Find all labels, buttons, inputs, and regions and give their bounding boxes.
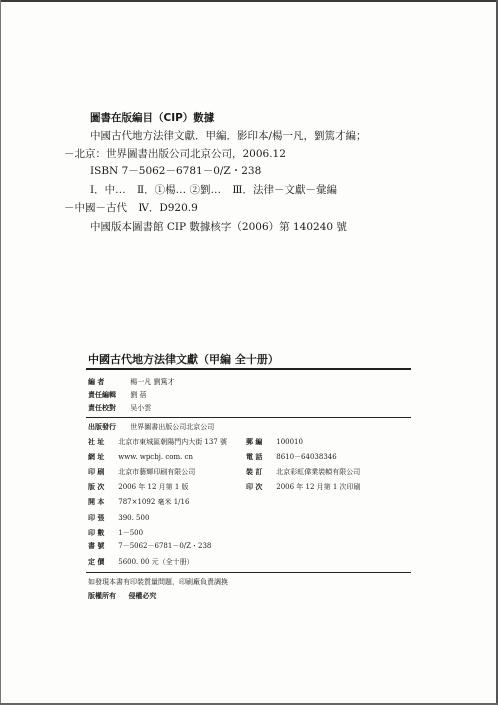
cip-heading: 圖書在版編目（CIP）數據 xyxy=(90,112,215,124)
quality-notice: 如發現本書有印裝質量問題，印刷廠負責調换 xyxy=(88,578,228,586)
detail-value: 1－500 xyxy=(118,529,144,537)
cip-class-4: Ⅳ．D920.9 xyxy=(138,202,198,214)
detail-label: 裝 訂 xyxy=(246,468,263,476)
detail-value: 5600. 00 元（全十册） xyxy=(118,558,194,566)
credit-editor xyxy=(88,378,174,387)
credit-value: 楊一凡 劉篤才 xyxy=(130,378,175,386)
cip-registry: 中國版本圖書館 CIP 數據核字（2006）第 140240 號 xyxy=(90,221,347,233)
detail-value: 北京市藝輝印刷有限公司 xyxy=(118,468,196,476)
publisher-row xyxy=(88,423,214,432)
detail-value: 北京市東城區朝陽門内大街 137 號 xyxy=(118,438,228,446)
cip-class-1: Ⅰ．中… xyxy=(90,184,126,196)
rights-value: 侵權必究 xyxy=(128,592,157,600)
book-title: 中國古代地方法律文獻（甲編 全十册） xyxy=(88,353,279,366)
detail-sheets xyxy=(88,514,149,523)
details-rule xyxy=(86,572,411,573)
publisher-label: 出版發行 xyxy=(88,423,116,431)
detail-label: 開 本 xyxy=(88,498,105,506)
detail-label: 社 址 xyxy=(88,438,105,446)
credit-value: 吴小雲 xyxy=(130,404,152,412)
credit-managing-editor xyxy=(88,391,146,400)
detail-address xyxy=(88,438,227,447)
detail-price xyxy=(88,558,194,567)
detail-value: 7－5062－6781－0/Z・238 xyxy=(118,542,212,550)
credit-value: 劉 蓓 xyxy=(130,391,147,399)
detail-label: 印 張 xyxy=(88,514,105,522)
detail-website xyxy=(88,453,193,462)
detail-postcode xyxy=(246,438,303,447)
detail-label: 印 次 xyxy=(246,483,263,491)
cip-classification xyxy=(90,182,345,197)
cip-line-title: 中國古代地方法律文獻．甲編．影印本/楊一凡，劉篤才編； xyxy=(90,130,367,142)
detail-binder xyxy=(246,468,360,477)
cip-line-publisher: －北京：世界圖書出版公司北京公司，2006.12 xyxy=(64,148,286,160)
detail-value: 北京彩虹偉業裝幀有限公司 xyxy=(276,468,361,476)
detail-label: 印 刷 xyxy=(88,468,105,476)
detail-label: 版 次 xyxy=(88,483,105,491)
detail-printer xyxy=(88,468,195,477)
detail-phone xyxy=(246,453,337,462)
detail-value: www. wpcbj. com. cn xyxy=(118,453,193,461)
detail-label: 書 號 xyxy=(88,542,105,550)
cip-isbn: ISBN 7－5062－6781－0/Z・238 xyxy=(90,165,262,177)
detail-book-number xyxy=(88,542,211,551)
detail-label: 定 價 xyxy=(88,558,105,566)
detail-value: 8610－64038346 xyxy=(276,453,337,461)
detail-label: 網 址 xyxy=(88,453,105,461)
detail-label: 電 話 xyxy=(246,453,263,461)
detail-value: 390. 500 xyxy=(118,514,150,522)
credit-label: 編 者 xyxy=(88,378,105,386)
publisher-value: 世界圖書出版公司北京公司 xyxy=(130,423,215,431)
credit-label: 責任編輯 xyxy=(88,391,116,399)
detail-impression xyxy=(246,483,361,492)
detail-value: 2006 年 12 月第 1 次印刷 xyxy=(276,483,361,491)
scan-edge-left xyxy=(0,0,1,705)
cip-class-region xyxy=(64,200,198,215)
credit-proofreader xyxy=(88,404,151,413)
scan-edge-top xyxy=(0,0,498,2)
detail-format xyxy=(88,498,189,507)
detail-value: 2006 年 12 月第 1 版 xyxy=(118,483,189,491)
rights-notice xyxy=(88,591,156,601)
rights-label: 版權所有 xyxy=(88,592,116,600)
detail-edition xyxy=(88,483,189,492)
detail-label: 印 數 xyxy=(88,529,105,537)
detail-print-run xyxy=(88,529,143,538)
title-rule xyxy=(86,368,411,370)
detail-value: 100010 xyxy=(276,438,303,446)
cip-region: －中國－古代 xyxy=(64,202,127,214)
credit-label: 責任校對 xyxy=(88,404,116,412)
cip-class-2: Ⅱ．①楊… ②劉… xyxy=(137,184,221,196)
detail-value: 787×1092 毫米 1/16 xyxy=(118,498,190,506)
credits-rule xyxy=(86,417,411,418)
detail-label: 郵 編 xyxy=(246,438,263,446)
cip-class-3: Ⅲ．法律－文獻－彙編 xyxy=(232,184,337,196)
